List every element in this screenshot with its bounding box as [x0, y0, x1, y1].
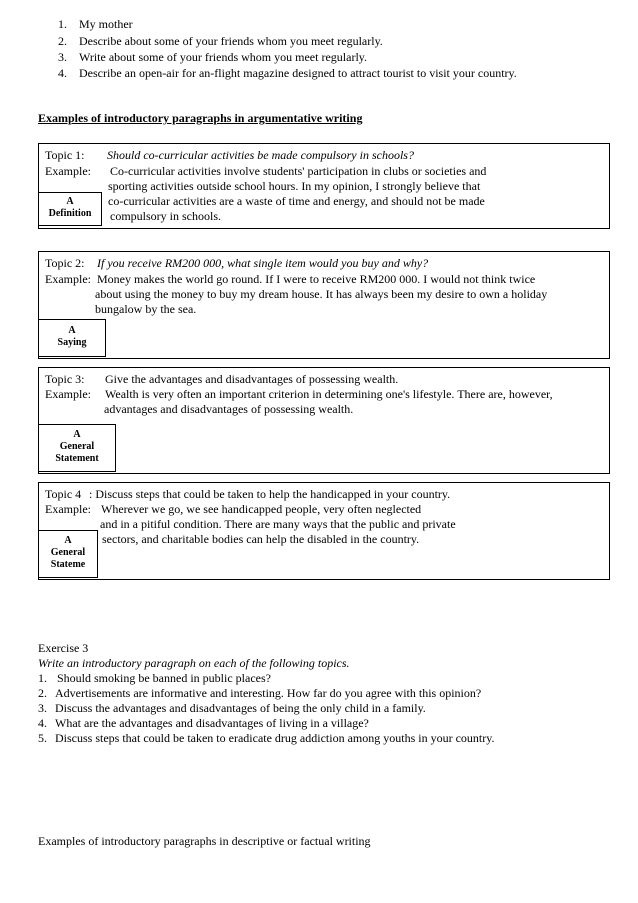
example-label: Example:: [45, 387, 91, 401]
example-line: advantages and disadvantages of possessing wealth.: [104, 402, 354, 416]
list-item-text: Write about some of your friends whom you meet regularly.: [79, 50, 367, 64]
exercise-item-text: What are the advantages and disadvantages of living in a village?: [55, 716, 369, 730]
example-line: Wherever we go, we see handicapped people, very often neglected: [101, 502, 422, 516]
technique-tag: A Saying: [38, 319, 106, 357]
exercise-item-num: 5.: [38, 731, 47, 745]
list-item: 1.: [58, 17, 67, 31]
exercise-title: Exercise 3: [38, 641, 89, 655]
exercise-instruction: Write an introductory paragraph on each of the following topics.: [38, 656, 350, 670]
example-line: co-curricular activities are a waste of time and energy, and should not be made: [108, 194, 485, 208]
topic-label: Topic 3:: [45, 372, 85, 386]
exercise-item-text: Discuss the advantages and disadvantages of being the only child in a family.: [55, 701, 426, 715]
topic-text: Give the advantages and disadvantages of possessing wealth.: [105, 372, 399, 386]
exercise-item-num: 3.: [38, 701, 47, 715]
list-item-text: Describe an open-air for an-flight magazine designed to attract tourist to visit your country.: [79, 66, 517, 80]
technique-tag: A Definition: [38, 192, 102, 226]
list-item-text: My mother: [79, 17, 133, 31]
topic-label: Topic 4: [45, 487, 82, 501]
footer-heading: Examples of introductory paragraphs in descriptive or factual writing: [38, 834, 371, 848]
technique-tag: A General Stateme: [38, 530, 98, 578]
topic-label: Topic 1:: [45, 148, 85, 162]
exercise-item-text: Advertisements are informative and interesting. How far do you agree with this opinion?: [55, 686, 482, 700]
example-label: Example:: [45, 272, 91, 286]
example-line: compulsory in schools.: [110, 209, 221, 223]
example-label: Example:: [45, 502, 91, 516]
exercise-item-num: 2.: [38, 686, 47, 700]
example-line: Money makes the world go round. If I were to receive RM200 000. I would not think twice: [97, 272, 536, 286]
list-item: 3.: [58, 50, 67, 64]
topic-label: Topic 2:: [45, 256, 85, 270]
example-line: bungalow by the sea.: [95, 302, 197, 316]
example-line: Co-curricular activities involve students' participation in clubs or societies and: [110, 164, 487, 178]
topic-text: Should co-curricular activities be made compulsory in schools?: [107, 148, 414, 162]
example-line: Wealth is very often an important criterion in determining one's lifestyle. There are, however,: [105, 387, 553, 401]
exercise-item-text: Discuss steps that could be taken to eradicate drug addiction among youths in your country.: [55, 731, 495, 745]
topic-text: If you receive RM200 000, what single item would you buy and why?: [97, 256, 429, 270]
example-line: sporting activities outside school hours. In my opinion, I strongly believe that: [108, 179, 481, 193]
list-item-text: Describe about some of your friends whom you meet regularly.: [79, 34, 383, 48]
example-label: Example:: [45, 164, 91, 178]
example-line: and in a pitiful condition. There are many ways that the public and private: [100, 517, 456, 531]
topic-text: : Discuss steps that could be taken to help the handicapped in your country.: [89, 487, 451, 501]
exercise-item-num: 4.: [38, 716, 47, 730]
technique-tag: A General Statement: [38, 424, 116, 472]
exercise-item-num: 1.: [38, 671, 47, 685]
list-item: 2.: [58, 34, 67, 48]
list-item: 4.: [58, 66, 67, 80]
section-heading: Examples of introductory paragraphs in argumentative writing: [38, 111, 363, 125]
exercise-item-text: Should smoking be banned in public places?: [57, 671, 271, 685]
example-line: sectors, and charitable bodies can help the disabled in the country.: [102, 532, 420, 546]
example-line: about using the money to buy my dream house. It has always been my desire to own a holiday: [95, 287, 548, 301]
